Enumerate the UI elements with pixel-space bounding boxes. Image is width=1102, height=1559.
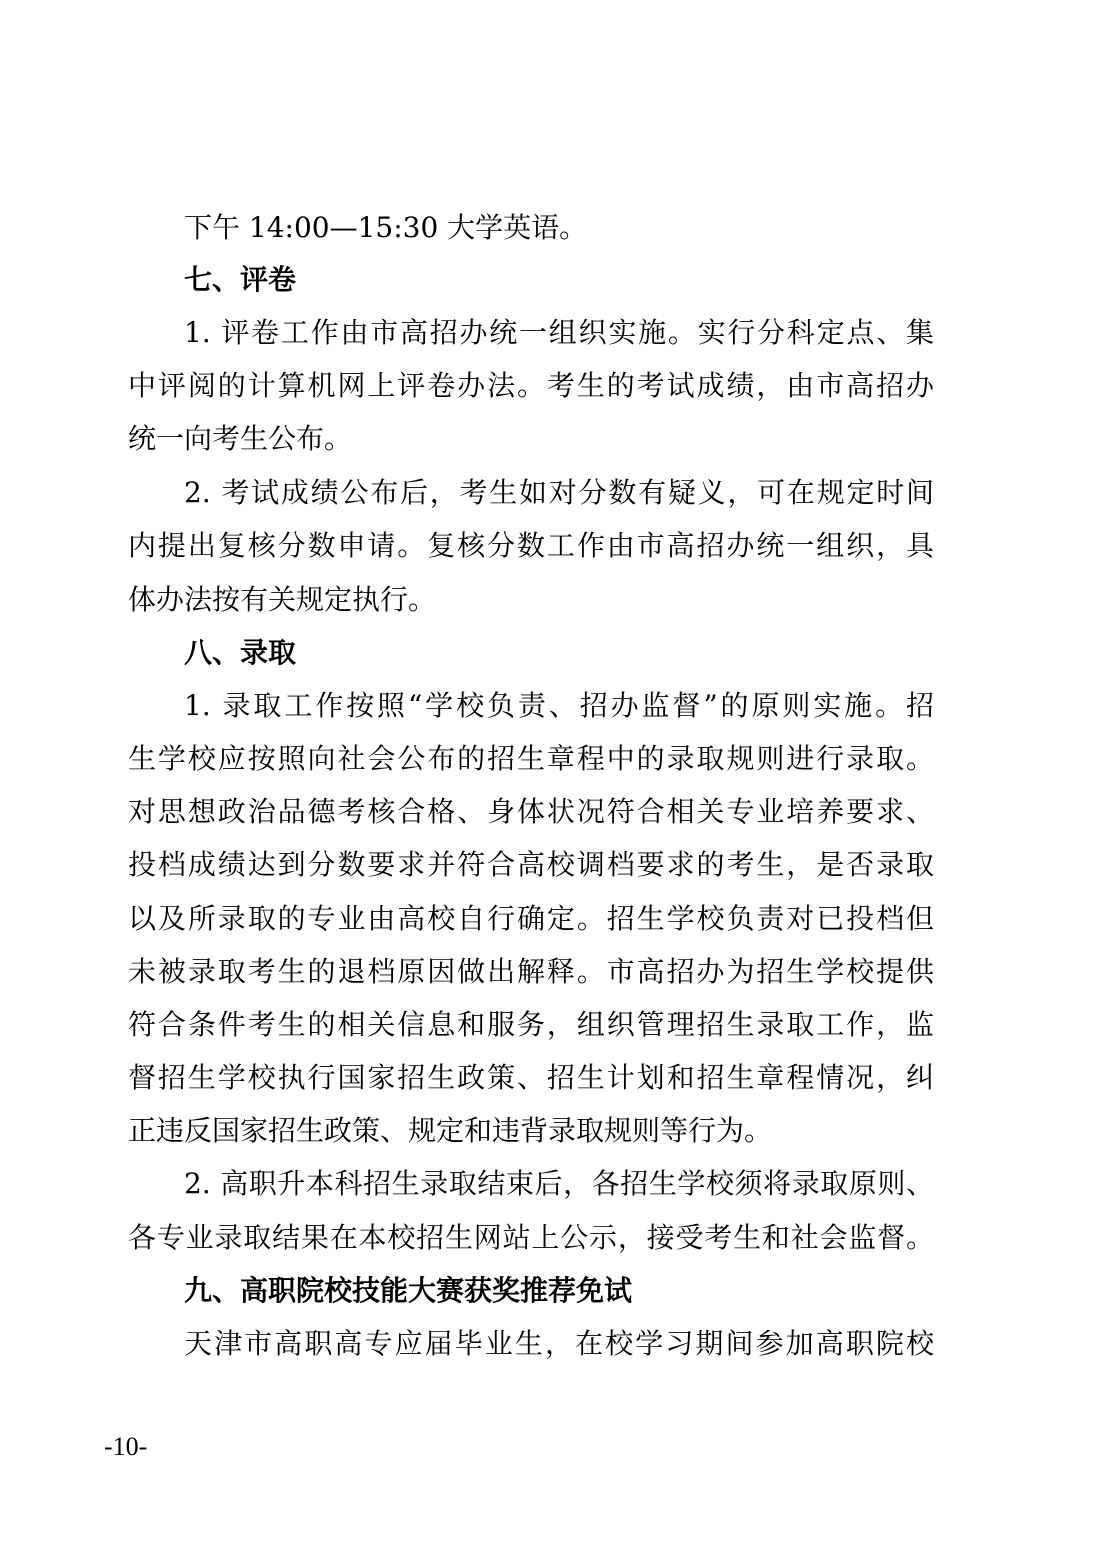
paragraph-line: 投档成绩达到分数要求并符合高校调档要求的考生，是否录取 bbox=[128, 848, 934, 881]
paragraph-line: 天津市高职高专应届毕业生，在校学习期间参加高职院校 bbox=[184, 1327, 934, 1360]
paragraph-line: 统一向考生公布。 bbox=[128, 422, 353, 455]
paragraph-line: 体办法按有关规定执行。 bbox=[128, 583, 437, 616]
paragraph-line: 内提出复核分数申请。复核分数工作由市高招办统一组织，具 bbox=[128, 529, 934, 562]
paragraph-line: 2. 高职升本科招生录取结束后，各招生学校须将录取原则、 bbox=[184, 1167, 934, 1200]
paragraph-line: 1. 评卷工作由市高招办统一组织实施。实行分科定点、集 bbox=[184, 316, 934, 349]
section-heading-skills-competition: 九、高职院校技能大赛获奖推荐免试 bbox=[184, 1274, 633, 1307]
paragraph-line: 各专业录取结果在本校招生网站上公示，接受考生和社会监督。 bbox=[128, 1221, 934, 1254]
paragraph-line: 督招生学校执行国家招生政策、招生计划和招生章程情况，纠 bbox=[128, 1061, 934, 1094]
exam-schedule-line: 下午 14:00—15:30 大学英语。 bbox=[184, 211, 588, 244]
paragraph-line: 未被录取考生的退档原因做出解释。市高招办为招生学校提供 bbox=[128, 955, 934, 988]
paragraph-line: 中评阅的计算机网上评卷办法。考生的考试成绩，由市高招办 bbox=[128, 369, 934, 402]
page-number: -10- bbox=[104, 1432, 148, 1461]
paragraph-line: 符合条件考生的相关信息和服务，组织管理招生录取工作，监 bbox=[128, 1008, 934, 1041]
paragraph-line: 2. 考试成绩公布后，考生如对分数有疑义，可在规定时间 bbox=[184, 476, 934, 509]
section-heading-grading: 七、评卷 bbox=[184, 263, 297, 296]
paragraph-line: 以及所录取的专业由高校自行确定。招生学校负责对已投档但 bbox=[128, 902, 934, 935]
paragraph-line: 生学校应按照向社会公布的招生章程中的录取规则进行录取。 bbox=[128, 742, 934, 775]
paragraph-line: 对思想政治品德考核合格、身体状况符合相关专业培养要求、 bbox=[128, 795, 934, 828]
paragraph-line: 1. 录取工作按照“学校负责、招办监督”的原则实施。招 bbox=[184, 689, 934, 722]
section-heading-admission: 八、录取 bbox=[184, 636, 297, 669]
paragraph-line: 正违反国家招生政策、规定和违背录取规则等行为。 bbox=[128, 1114, 773, 1147]
